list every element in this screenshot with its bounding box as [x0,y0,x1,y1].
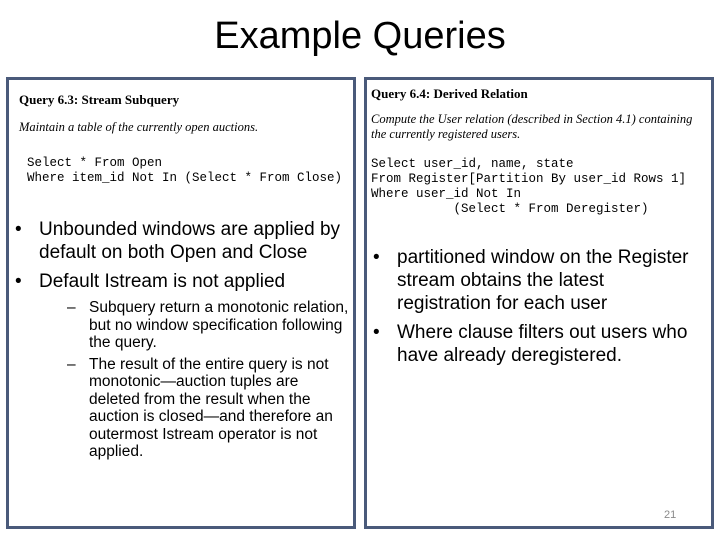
bullet-item: • Where clause filters out users who have already deregistered. [369,321,699,367]
bullet-item: • partitioned window on the Register stream obtains the latest registration for each user [369,246,699,315]
left-panel [6,77,356,529]
query-description: Compute the User relation (described in Section 4.1) containing the currently registered users. [371,112,693,141]
bullet-item: • Unbounded windows are applied by default on both Open and Close [11,218,353,264]
query-title: Query 6.4: Derived Relation [371,86,528,101]
page-number: 21 [664,509,677,521]
bullet-item [11,270,353,461]
sub-bullet-list [39,299,353,461]
bullet-text: Default Istream is not applied [39,271,286,292]
query-description: Maintain a table of the currently open auctions. [19,120,259,134]
query-title: Query 6.3: Stream Subquery [19,92,180,107]
query-code: Select user_id, name, state From Register[Partition By user_id Rows 1] Where user_id Not In (Select * From Deregister) [371,157,687,216]
bullet-list [369,246,699,373]
sub-bullet-item: – The result of the entire query is not monotonic—auction tuples are deleted from the result when the auction is closed—and therefore an outermost Istream operator is not applied. [39,356,353,461]
query-code: Select * From Open Where item_id Not In (Select * From Close) [27,156,343,185]
slide-title: Example Queries [214,15,506,57]
right-panel [364,77,714,529]
bullet-list [11,218,353,467]
sub-bullet-item: – Subquery return a monotonic relation, but no window specification following the query. [39,299,353,352]
